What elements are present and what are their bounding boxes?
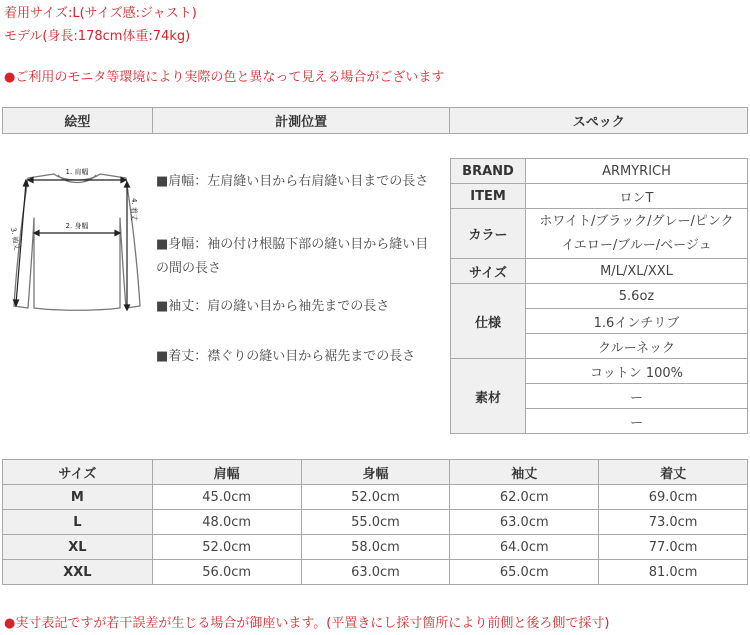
table-row [3,535,748,560]
measure-length-desc: ■着丈：襟ぐりの縫い目から裾先までの長さ [156,349,416,364]
value-cell: 69.0cm [599,485,748,510]
value-cell: 63.0cm [450,510,599,535]
spec-value: ロンT [526,184,748,209]
value-cell: 55.0cm [301,510,450,535]
spec-value: 5.6oz [526,284,748,309]
value-cell: 62.0cm [450,485,599,510]
color-line-2: イエロー/ブルー/ベージュ [561,237,712,253]
diagram-label-length: 4. 着丈 [130,198,138,221]
value-cell: 58.0cm [301,535,450,560]
spec-value: ー [526,409,748,434]
section-header-table [2,107,748,134]
color-notice-text: ●ご利用のモニタ等環境により実際の色と異なって見える場合がございます [4,70,445,85]
spec-key: サイズ [451,259,526,284]
value-cell: 52.0cm [152,535,301,560]
measure-sleeve-desc: ■袖丈：肩の縫い目から袖先までの長さ [156,299,390,314]
diagram-label-shoulder: 1. 肩幅 [65,168,89,176]
header-diagram: 絵型 [3,108,153,134]
spec-key: BRAND [451,159,526,184]
spec-row-color [451,209,748,259]
spec-value: 1.6インチリブ [526,309,748,334]
value-cell: 56.0cm [152,560,301,585]
size-header-cell: 肩幅 [152,460,301,485]
size-header-cell: 身幅 [301,460,450,485]
size-cell: L [3,510,153,535]
size-header-cell: 着丈 [599,460,748,485]
header-spec: スペック [450,108,748,134]
spec-row-item [451,184,748,209]
measure-body-desc: ■身幅：袖の付け根脇下部の縫い目から縫い目の間の長さ [156,237,429,276]
value-cell: 64.0cm [450,535,599,560]
spec-key: 仕様 [451,284,526,359]
value-cell: 77.0cm [599,535,748,560]
value-cell: 73.0cm [599,510,748,535]
size-table [2,459,748,585]
spec-value: コットン 100% [526,359,748,384]
header-measure-position: 計測位置 [152,108,450,134]
garment-diagram [2,158,152,323]
spec-row-spec [451,284,748,309]
spec-key: カラー [451,209,526,259]
size-cell: XXL [3,560,153,585]
spec-table [450,158,748,434]
value-cell: 48.0cm [152,510,301,535]
spec-value: M/L/XL/XXL [526,259,748,284]
spec-value: クルーネック [526,334,748,359]
table-row [3,510,748,535]
color-line-1: ホワイト/ブラック/グレー/ピンク [539,213,734,229]
size-cell: XL [3,535,153,560]
value-cell: 65.0cm [450,560,599,585]
spec-row-size [451,259,748,284]
size-header-cell: 袖丈 [450,460,599,485]
spec-key: 素材 [451,359,526,434]
size-table-header [3,460,748,485]
table-row [3,560,748,585]
spec-value: ー [526,384,748,409]
value-cell: 52.0cm [301,485,450,510]
diagram-label-body: 2. 身幅 [65,222,89,230]
diagram-label-sleeve: 3. 袖丈 [9,226,21,251]
worn-size-text: 着用サイズ:L(サイズ感:ジャスト) [4,6,197,21]
measure-shoulder-desc: ■肩幅：左肩縫い目から右肩縫い目までの長さ [156,174,429,189]
model-info-text: モデル(身長:178cm体重:74kg) [4,29,191,44]
spec-value: ARMYRICH [526,159,748,184]
table-row [3,485,748,510]
spec-row-brand [451,159,748,184]
spec-value [526,209,748,259]
value-cell: 81.0cm [599,560,748,585]
spec-row-material [451,359,748,384]
size-header-cell: サイズ [3,460,153,485]
spec-key: ITEM [451,184,526,209]
size-cell: M [3,485,153,510]
measurement-notice-text: ●実寸表記ですが若干誤差が生じる場合が御座います。(平置きにし採寸箇所により前側と後ろ側で採寸) [4,616,610,631]
value-cell: 45.0cm [152,485,301,510]
value-cell: 63.0cm [301,560,450,585]
